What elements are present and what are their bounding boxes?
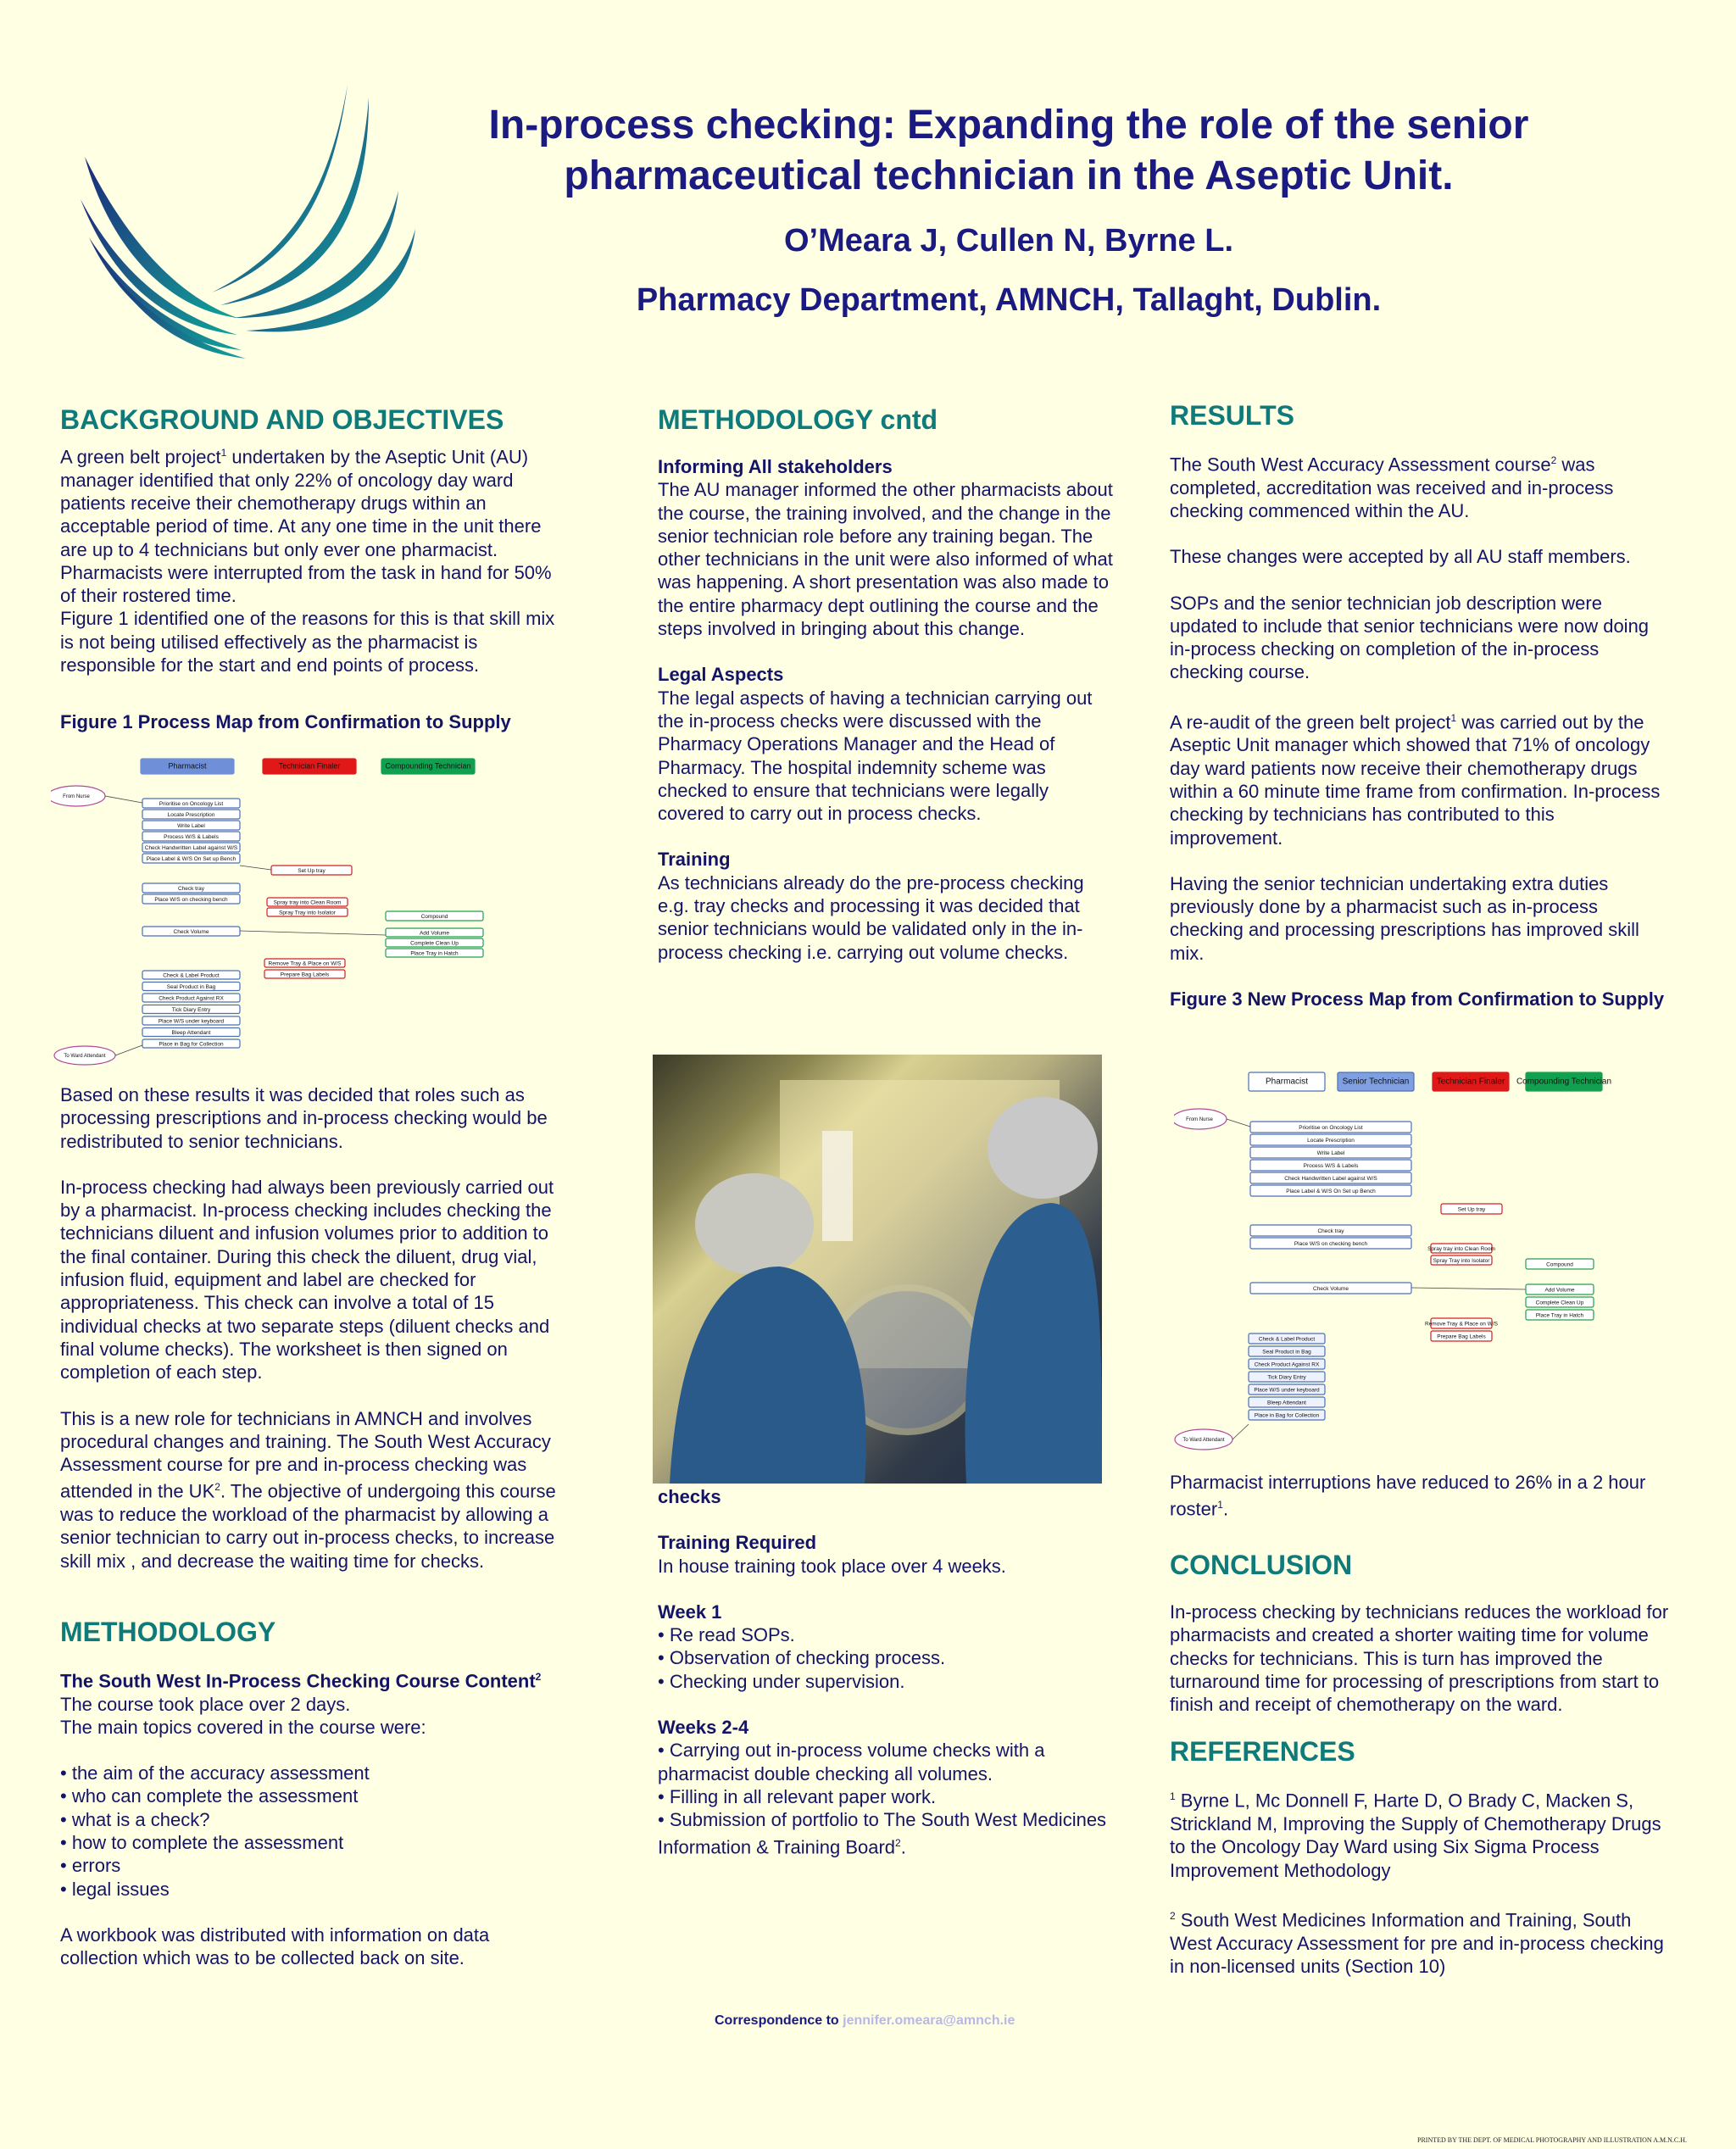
pharm-step-label: Bleep Attendant	[171, 1030, 211, 1036]
ct-step-label: Add Volume	[419, 930, 450, 937]
senior-tech-step-label: Seal Product in Bag	[1262, 1349, 1311, 1356]
methodology-para-1: The course took place over 2 days. The main topics covered in the course were:	[60, 1693, 426, 1738]
list-item: • how to complete the assessment	[60, 1831, 569, 1854]
pharm-step-label: Tick Diary Entry	[171, 1007, 211, 1013]
reference-1: $^1$ Byrne L, Mc Donnell F, Harte D, O Brady C, Macken S, Strickland M, Improving the Supply of Chemotherapy Drugs to the Oncology Day Ward using Six Sigma Process Improvement Methodology	[1170, 1790, 1661, 1881]
background-para-2: Figure 1 identified one of the reasons for this is that skill mix is not being utilised effectively as the pharmacist is responsible for the start and end points of process.	[60, 608, 555, 676]
tf-step-label: Spray Tray into Isolator	[1433, 1258, 1490, 1264]
results-section	[1170, 398, 1670, 1010]
pharm-step-label: Place W/S on checking bench	[154, 897, 228, 903]
results-para-1: The South West Accuracy Assessment course$^2$ was completed, accreditation was received and in-process checking commenced within the AU.	[1170, 454, 1614, 521]
tf-step-label: Prepare Bag Labels	[1437, 1333, 1486, 1340]
list-item: • who can complete the assessment	[60, 1784, 569, 1807]
conclusion-heading: CONCLUSION	[1170, 1549, 1353, 1580]
legend-item-label: Pharmacist	[168, 761, 207, 771]
photo-caption: checks	[658, 1486, 721, 1507]
tf-step-label: Remove Tray & Place on W/S	[1425, 1321, 1498, 1328]
results-para-5: Having the senior technician undertaking extra duties previously done by a pharmacist such as in-process checking and processing prescriptions has improved skill mix.	[1170, 872, 1639, 964]
title-line-1: In-process checking: Expanding the role of the senior	[488, 103, 1529, 148]
senior-tech-step-label: Check Product Against RX	[1254, 1361, 1320, 1368]
weeks-2-4-list	[658, 1739, 1116, 1858]
pharm-step-label: Place W/S on checking bench	[1294, 1241, 1368, 1247]
ct-step-label: Complete Clean Up	[410, 940, 459, 947]
pharm-step-label: Locate Prescription	[1307, 1138, 1355, 1144]
background-para-4: In-process checking had always been previously carried out by a pharmacist. In-process checking includes checking the technicians diluent and infusion volumes prior to addition to the final container. During this check the diluent, drug vial, infusion fluid, equipment and label are checked for appropriateness. This check can involve a total of 15 individual checks at two separate steps (diluent checks and final volume checks). The worksheet is then signed on completion of each step.	[60, 1176, 554, 1383]
ct-step-label: Compound	[1546, 1261, 1573, 1268]
pharm-step-label: Process W/S & Labels	[1303, 1163, 1359, 1169]
results-heading: RESULTS	[1170, 400, 1294, 431]
legend-item-label: Compounding Technician	[385, 761, 471, 771]
to-ward-label: To Ward Attendant	[1182, 1438, 1225, 1443]
connector-line	[240, 931, 386, 935]
hospital-logo	[76, 81, 424, 360]
list-item: • the aim of the accuracy assessment	[60, 1762, 569, 1784]
legend-item-label: Senior Technician	[1342, 1077, 1410, 1087]
pharm-step-label: Check Handwritten Label against W/S	[144, 845, 238, 851]
stakeholders-para: The AU manager informed the other pharmacists about the course, the training involved, and the change in the senior technician role before any training began. The other technicians in the unit were also informed of what was happening. A short presentation was also made to the entire pharmacy dept outlining the course and the steps involved in bringing about this change.	[658, 479, 1113, 640]
list-item: • Re read SOPs.	[658, 1623, 1116, 1646]
stakeholders-subheading: Informing All stakeholders	[658, 456, 893, 477]
background-section-continued	[60, 1083, 569, 1970]
legend-item-label: Pharmacist	[1265, 1077, 1309, 1087]
connector-line	[105, 796, 142, 803]
connector-line	[1411, 1288, 1526, 1289]
training-para: As technicians already do the pre-process checking e.g. tray checks and processing it was decided that senior technicians would be validated only in the in-process checking i.e. carrying out volume checks.	[658, 871, 1084, 963]
list-item: • Carrying out in-process volume checks with a pharmacist double checking all volumes.	[658, 1739, 1116, 1785]
methodology-topics-list	[60, 1762, 569, 1901]
correspondence-label: Correspondence to	[715, 2013, 839, 2028]
pharm-step-label: Check tray	[177, 886, 205, 892]
list-item: • Filling in all relevant paper work.	[658, 1785, 1116, 1808]
methodology-sub-course: The South West In-Process Checking Course Content$^2$	[60, 1670, 542, 1692]
week-1-subheading: Week 1	[658, 1601, 722, 1623]
authors: O’Meara J, Cullen N, Byrne L.	[783, 223, 1234, 259]
pharm-step-label: Check Product Against RX	[159, 995, 224, 1002]
to-ward-label: To Ward Attendant	[64, 1054, 106, 1059]
weeks-2-4-subheading: Weeks 2-4	[658, 1717, 749, 1739]
training-required-subheading: Training Required	[658, 1532, 817, 1554]
figure-1-title: Figure 1 Process Map from Confirmation to Supply	[60, 711, 511, 733]
ct-step-label: Add Volume	[1544, 1287, 1575, 1294]
ct-step-label: Place Tray in Hatch	[1535, 1312, 1584, 1319]
pharm-step-label: Place in Bag for Collection	[159, 1041, 224, 1048]
pharm-step-label: Prioritise on Oncology List	[159, 801, 224, 807]
results-para-6: Pharmacist interruptions have reduced to 26% in a 2 hour roster$^1$.	[1170, 1472, 1646, 1520]
from-nurse-label: From Nurse	[1186, 1117, 1213, 1122]
methodology-cntd-heading: METHODOLOGY cntd	[658, 404, 938, 435]
legend-item-label: Technician Finaler	[278, 761, 341, 771]
references-heading: REFERENCES	[1170, 1736, 1355, 1768]
pharm-step-label: Check & Label Product	[163, 972, 220, 979]
tf-step-label: Set Up tray	[298, 868, 326, 874]
check-volume-label: Check Volume	[1313, 1286, 1349, 1292]
background-heading: BACKGROUND AND OBJECTIVES	[60, 404, 504, 435]
background-para-3: Based on these results it was decided that roles such as processing prescriptions and in-process checking would be redistributed to senior technicians.	[60, 1084, 548, 1152]
pharm-step-label: Write Label	[1316, 1150, 1345, 1156]
tf-step-label: Prepare Bag Labels	[280, 972, 330, 978]
connector-line	[115, 1045, 142, 1055]
pharm-step-label: Process W/S & Labels	[164, 834, 219, 840]
methodology-para-2: A workbook was distributed with information on data collection which was to be collected back on site.	[60, 1924, 490, 1969]
affiliation: Pharmacy Department, AMNCH, Tallaght, Dublin.	[636, 282, 1382, 318]
pharm-step-label: Write Label	[177, 823, 205, 829]
correspondence	[715, 2013, 1015, 2029]
pharm-step-label: Check tray	[1317, 1228, 1344, 1234]
senior-tech-step-label: Place W/S under keyboard	[1254, 1387, 1320, 1394]
conclusion-para: In-process checking by technicians reduces the workload for pharmacists and created a shorter waiting time for volume checks for technicians. This is turn has improved the turnaround time for processing of prescriptions from start to finish and receipt of chemotherapy on the ward.	[1170, 1601, 1669, 1716]
week-1-list	[658, 1623, 1116, 1693]
connector-line	[240, 866, 271, 870]
results-para-4: A re-audit of the green belt project$^1$ was carried out by the Aseptic Unit manager which showed that 71% of oncology day ward patients now receive their chemotherapy drugs within a 60 minute time frame from confirmation. In-process checking by technicians has contributed to this improvement.	[1170, 711, 1661, 849]
connector-line	[1227, 1119, 1250, 1127]
list-item: • Checking under supervision.	[658, 1670, 1116, 1693]
check-volume-label: Check Volume	[173, 929, 209, 935]
training-subheading: Training	[658, 849, 731, 871]
ct-step-label: Compound	[420, 914, 448, 920]
poster-title	[398, 100, 1619, 202]
pharm-step-label: Place Label & W/S On Set up Bench	[1286, 1189, 1376, 1194]
list-item: • legal issues	[60, 1878, 569, 1901]
list-item: • Submission of portfolio to The South West Medicines Information & Training Board$^2$.	[658, 1808, 1116, 1858]
pharm-step-label: Locate Prescription	[167, 812, 215, 818]
list-item: • errors	[60, 1854, 569, 1877]
connector-line	[1232, 1424, 1249, 1439]
figure-3-process-map	[1174, 1064, 1615, 1458]
pharm-step-label: Place Label & W/S On Set up Bench	[146, 856, 236, 862]
reference-2: $^2$ South West Medicines Information and Training, South West Accuracy Assessment for pre and in-process checking in non-licensed units (Section 10)	[1170, 1909, 1664, 1977]
pharm-step-label: Check Handwritten Label against W/S	[1284, 1176, 1377, 1182]
tf-step-label: Spray tray into Clean Room	[273, 899, 342, 906]
legal-para: The legal aspects of having a technician carrying out the in-process checks were discussed with the Pharmacy Operations Manager and the Head of Pharmacy. The hospital indemnity scheme was checked to ensure that technicians were legally covered to carry out in process checks.	[658, 687, 1093, 825]
methodology-cntd-section	[658, 403, 1116, 964]
printer-credit: PRINTED BY THE DEPT. OF MEDICAL PHOTOGRAPHY AND ILLUSTRATION A.M.N.C.H.	[1417, 2136, 1688, 2144]
list-item: • Observation of checking process.	[658, 1646, 1116, 1669]
tf-step-label: Set Up tray	[1457, 1206, 1486, 1213]
title-line-2: pharmaceutical technician in the Aseptic Unit.	[564, 153, 1454, 198]
training-required-para: In house training took place over 4 weeks.	[658, 1555, 1006, 1577]
photo-illustration	[653, 1055, 1102, 1484]
ct-step-label: Complete Clean Up	[1535, 1300, 1584, 1306]
background-para-5: This is a new role for technicians in AMNCH and involves procedural changes and training. The South West Accuracy Assessment course for pre and in-process checking was attended in the $UK^2$. The objective of undergoing this course was to reduce the workload of the pharmacist by allowing a senior technician to carry out in-process checks, to increase skill mix , and decrease the waiting time for checks.	[60, 1407, 556, 1572]
tf-step-label: Spray tray into Clean Room	[1427, 1246, 1495, 1252]
pharm-step-label: Seal Product in Bag	[166, 984, 216, 990]
tf-step-label: Remove Tray & Place on W/S	[268, 960, 342, 967]
senior-tech-step-label: Check & Label Product	[1258, 1336, 1316, 1343]
pharm-step-label: Prioritise on Oncology List	[1299, 1125, 1363, 1131]
senior-tech-step-label: Place in Bag for Collection	[1254, 1412, 1320, 1419]
senior-tech-step-label: Bleep Attendant	[1267, 1400, 1306, 1406]
list-item: • what is a check?	[60, 1808, 569, 1831]
background-para-1: A green belt project$^1$ undertaken by the Aseptic Unit (AU) manager identified that only 22% of oncology day ward patients receive their chemotherapy drugs within an acceptable period of time. At any one time in the unit there are up to 4 technicians but only ever one pharmacist. Pharmacists were interrupted from the task in hand for 50% of their rostered time.	[60, 446, 552, 607]
legend-item-label: Technician Finaler	[1436, 1077, 1505, 1087]
pharm-step-label: Place W/S under keyboard	[158, 1018, 225, 1025]
legal-subheading: Legal Aspects	[658, 664, 784, 686]
methodology-cntd-section-2	[658, 1485, 1116, 1858]
results-para-2: These changes were accepted by all AU staff members.	[1170, 546, 1631, 568]
legend-item-label: Compounding Technician	[1516, 1077, 1612, 1087]
ct-step-label: Place Tray in Hatch	[410, 950, 459, 957]
senior-tech-step-label: Tick Diary Entry	[1267, 1374, 1306, 1381]
correspondence-email[interactable]: jennifer.omeara@amnch.ie	[843, 2013, 1015, 2028]
aseptic-unit-photo	[653, 1055, 1102, 1484]
figure-1-process-map	[51, 750, 492, 1068]
from-nurse-label: From Nurse	[63, 794, 90, 799]
results-section-continued	[1170, 1471, 1670, 1978]
results-para-3: SOPs and the senior technician job description were updated to include that senior technicians were now doing in-process checking on completion of the in-process checking course.	[1170, 592, 1650, 683]
tf-step-label: Spray Tray into Isolator	[279, 910, 336, 916]
figure-3-title: Figure 3 New Process Map from Confirmation to Supply	[1170, 988, 1665, 1010]
background-section	[60, 403, 569, 734]
methodology-heading: METHODOLOGY	[60, 1616, 276, 1647]
